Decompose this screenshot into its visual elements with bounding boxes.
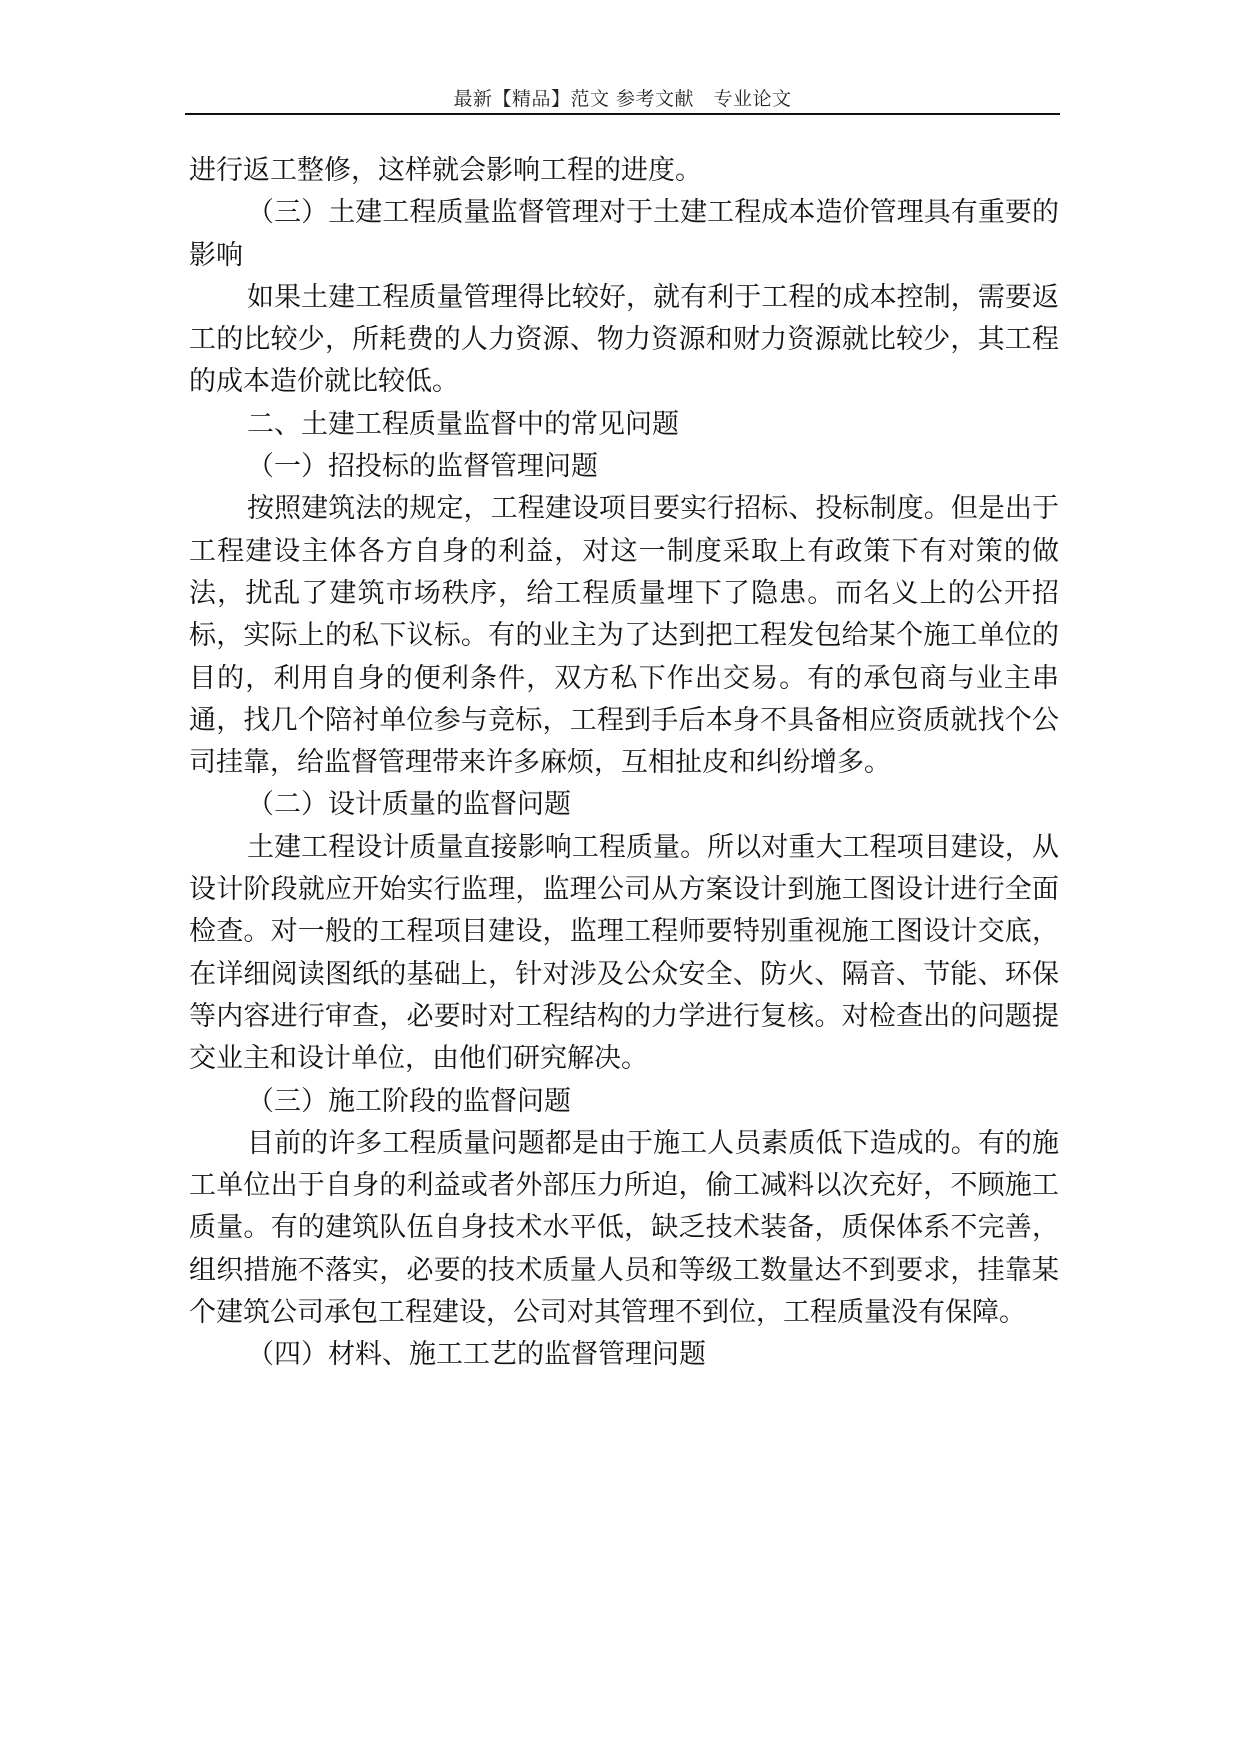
paragraph-continuation: 进行返工整修，这样就会影响工程的进度。 bbox=[189, 155, 702, 186]
section-heading: 二、土建工程质量监督中的常见问题 bbox=[247, 408, 679, 440]
header-divider bbox=[185, 113, 1060, 115]
body-paragraph: 如果土建工程质量管理得比较好，就有利于工程的成本控制，需要返工的比较少，所耗费的人力资源、物力资源和财力资源就比较少，其工程的成本造价就比较低。 bbox=[189, 281, 1059, 398]
body-paragraph: 目前的许多工程质量问题都是由于施工人员素质低下造成的。有的施工单位出于自身的利益或者外部压力所迫，偷工减料以次充好，不顾施工质量。有的建筑队伍自身技术水平低，缺乏技术装备，质保体系不完善，组织措施不落实，必要的技术质量人员和等级工数量达不到要求，挂靠某个建筑公司承包工程建设，公司对其管理不到位，工程质量没有保障。 bbox=[189, 1127, 1059, 1329]
section-heading: （一）招投标的监督管理问题 bbox=[247, 451, 598, 483]
section-heading: （三）施工阶段的监督问题 bbox=[247, 1085, 571, 1117]
section-heading: （四）材料、施工工艺的监督管理问题 bbox=[247, 1339, 706, 1371]
page-header: 最新【精品】范文 参考文献 专业论文 bbox=[453, 88, 792, 110]
section-heading: （三）土建工程质量监督管理对于土建工程成本造价管理具有重要的影响 bbox=[189, 197, 1059, 271]
body-paragraph: 土建工程设计质量直接影响工程质量。所以对重大工程项目建设，从设计阶段就应开始实行监理，监理公司从方案设计到施工图设计进行全面检查。对一般的工程项目建设，监理工程师要特别重视施工图设计交底，在详细阅读图纸的基础上，针对涉及公众安全、防火、隔音、节能、环保等内容进行审查，必要时对工程结构的力学进行复核。对检查出的问题提交业主和设计单位，由他们研究解决。 bbox=[189, 831, 1059, 1075]
section-heading: （二）设计质量的监督问题 bbox=[247, 789, 571, 821]
document-body bbox=[189, 150, 1059, 1377]
body-paragraph: 按照建筑法的规定，工程建设项目要实行招标、投标制度。但是出于工程建设主体各方自身的利益，对这一制度采取上有政策下有对策的做法，扰乱了建筑市场秩序，给工程质量埋下了隐患。而名义上的公开招标，实际上的私下议标。有的业主为了达到把工程发包给某个施工单位的目的，利用自身的便利条件，双方私下作出交易。有的承包商与业主串通，找几个陪衬单位参与竞标，工程到手后本身不具备相应资质就找个公司挂靠，给监督管理带来许多麻烦，互相扯皮和纠纷增多。 bbox=[189, 493, 1059, 779]
